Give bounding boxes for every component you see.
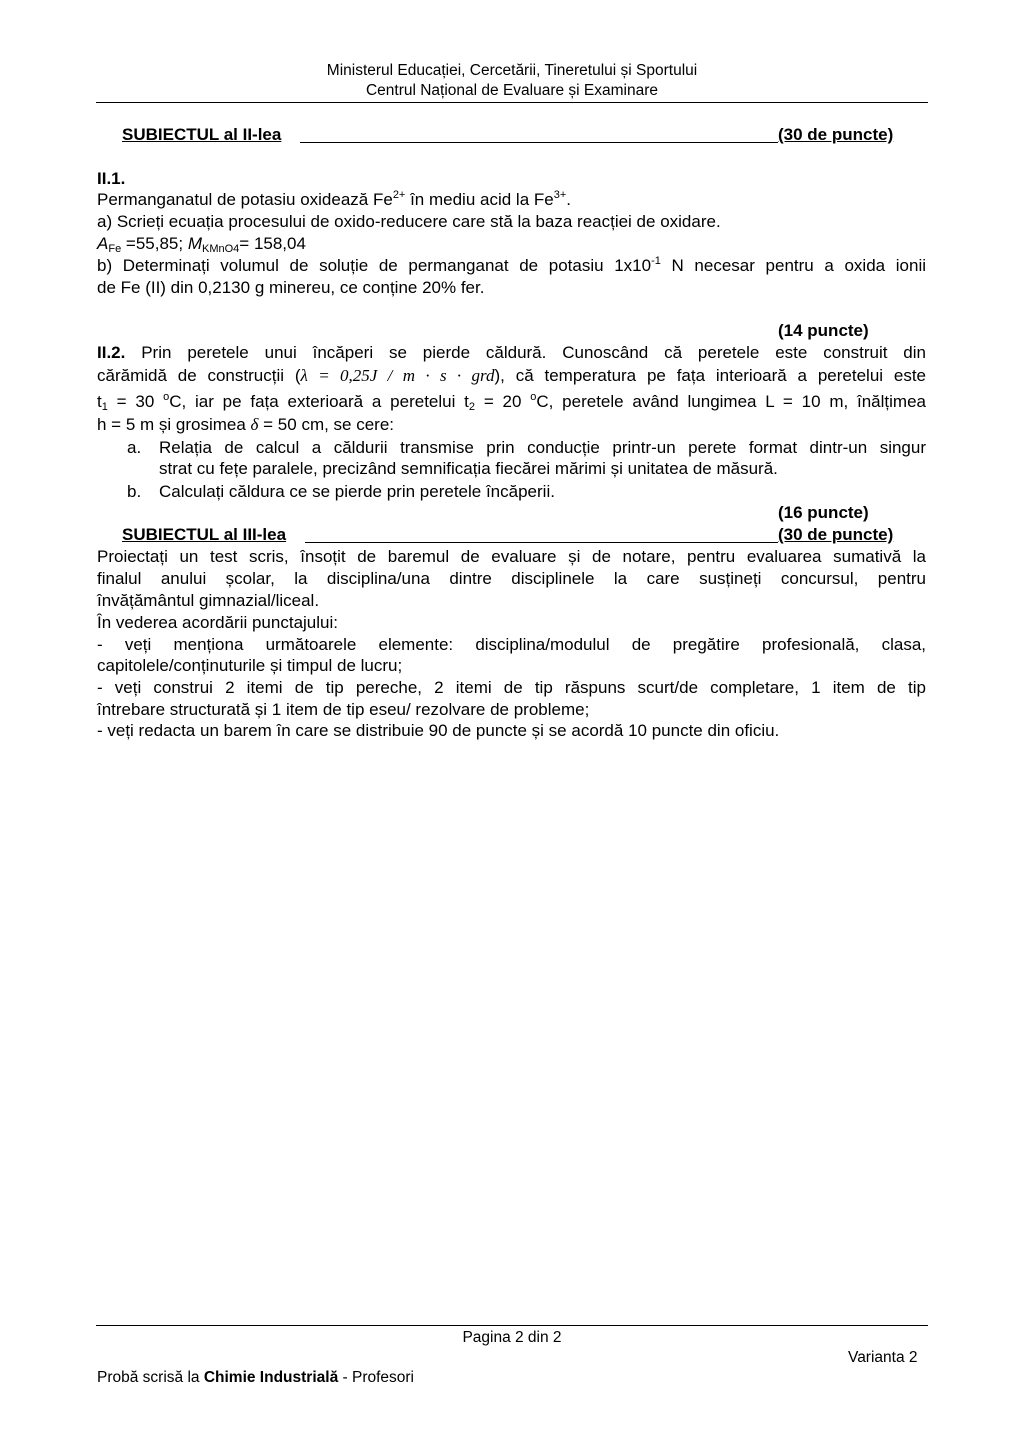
ex2-line4: h = 5 m și grosimea δ = 50 cm, se cere: [97,415,395,434]
subject2-title: SUBIECTUL al II-lea [122,125,282,144]
page-number: Pagina 2 din 2 [462,1329,562,1346]
subject3-title-rule [305,542,778,543]
ex1-part-b-line1: b) Determinați volumul de soluție de permanganat de potasiu $1x10^{-1}$ N necesar pentru a oxida ionii [97,255,926,275]
ex2-a-line1: Relația de calcul a căldurii transmise prin conducție printr-un perete format dintr-un singur [159,438,926,457]
ex2-a-marker: a. [127,438,142,457]
subject3-line: capitolele/conținuturile și timpul de lucru; [97,656,403,675]
ex2-line2: cărămidă de construcții (λ = 0,25J / m · s · grd), că temperatura pe fața interioară a peretelui este [97,366,926,385]
subject3-line: În vederea acordării punctajului: [97,613,338,632]
subject3-line: învățământul gimnazial/liceal. [97,591,320,610]
conductivity-formula: λ = 0,25J / m · s · grd [300,366,495,385]
subject3-line: Proiectați un test scris, însoțit de baremul de evaluare și de notare, pentru evaluarea sumativă la [97,547,926,566]
subject3-line: - veți menționa următoarele elemente: disciplina/modulul de pregătire profesională, clasa, [97,635,926,654]
ex2-line1: II.2. Prin peretele unui încăperi se pierde căldură. Cunoscând că peretele este construit din [97,343,926,362]
ex1-points: (14 puncte) [778,321,869,340]
subject3-line: - veți construi 2 itemi de tip pereche, 2 itemi de tip răspuns scurt/de completare, 1 item de tip [97,678,926,697]
subject3-line: finalul anului școlar, la disciplina/una dintre disciplinele la care susțineți concursul, pentru [97,569,926,588]
variant-label: Varianta 2 [848,1349,918,1366]
subject2-title-rule [300,142,778,143]
header-rule [96,102,928,103]
header-ministry: Ministerul Educației, Cercetării, Tineretului și Sportului [326,62,698,79]
subject3-line: - veți redacta un barem în care se distribuie 90 de puncte și se acordă 10 puncte din oficiu. [97,721,780,740]
subject2-points: (30 de puncte) [778,125,894,144]
ex2-line3: $t_1 = 30$ $^o$C, iar pe fața exterioară a peretelui $t_2 = 20$ $^o$C, peretele având lungimea L = 10 m, înălțimea [97,391,926,413]
ex2-a-line2: strat cu fețe paralele, precizând semnificația fiecărei mărimi și unitatea de măsură. [159,459,778,478]
ex2-b-marker: b. [127,482,142,501]
ex2-b-line1: Calculați căldura ce se pierde prin peretele încăperii. [159,482,555,501]
header-center: Centrul Național de Evaluare și Examinare [365,82,659,99]
subject3-points: (30 de puncte) [778,525,894,544]
footer-rule [96,1325,928,1326]
subject3-title: SUBIECTUL al III-lea [122,525,287,544]
ex1-line1: Permanganatul de potasiu oxidează $Fe^{2+}$ în mediu acid la $Fe^{3+}$. [97,189,571,209]
ex1-part-a: a) Scrieți ecuația procesului de oxido-reducere care stă la baza reacției de oxidare. [97,212,721,231]
ex1-constants: $A_{Fe} =55,85$; $M_{KMnO4}= 158,04$ [97,234,306,255]
subject3-line: întrebare structurată și 1 item de tip eseu/ rezolvare de probleme; [97,700,590,719]
exam-label: Probă scrisă la Chimie Industrială - Profesori [97,1369,415,1386]
ex2-points: (16 puncte) [778,503,869,522]
ex1-part-b-line2: de Fe (II) din 0,2130 g minereu, ce conține 20% fer. [97,278,485,297]
ex1-label: II.1. [97,169,126,188]
